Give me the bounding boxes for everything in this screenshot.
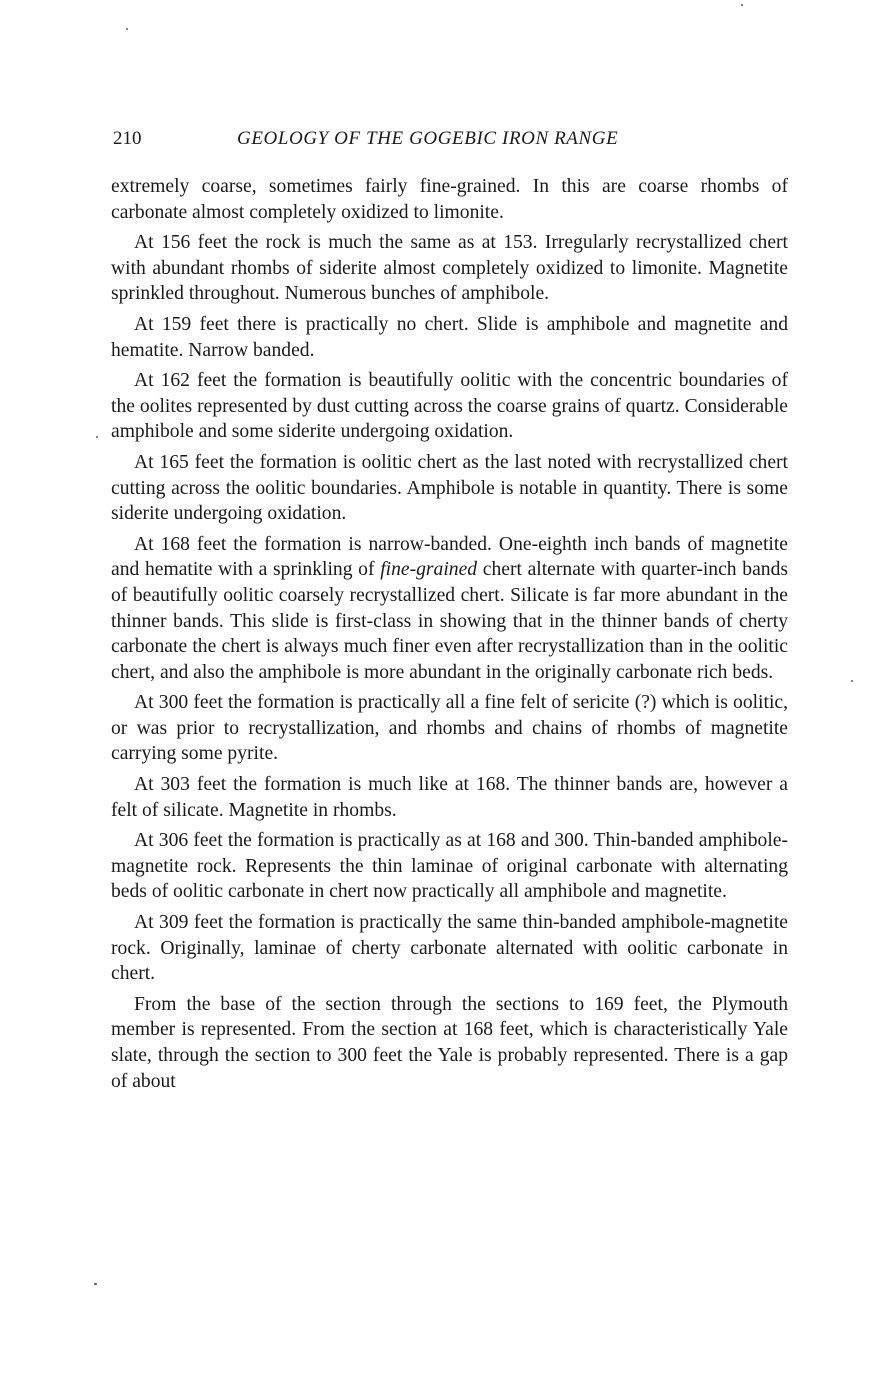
print-speck — [94, 1283, 97, 1285]
paragraph-168-italic-term: fine-grained — [380, 559, 478, 581]
print-speck — [741, 4, 743, 6]
paragraph-165-feet: At 165 feet the formation is oolitic chert as the last noted with recrystallized chert cutting across the oolitic boundaries. Amphibole is notable in quantity. There is some siderite undergoing oxidation. — [111, 451, 788, 525]
paragraph-168-text-after: chert alternate with quarter-inch bands of beautifully oolitic coarsely recrystallized chert. Silicate is far more abundant in the thinner bands. This slide is first-class in showing that in the thinner bands of cherty carbonate the chert is always much finer even after recrystallization than in the oolitic chert, and also the amphibole is more abundant in the originally carbonate rich beds. — [111, 559, 788, 683]
paragraph-309-feet: At 309 feet the formation is practically the same thin-banded amphibole-magnetite rock. Originally, laminae of cherty carbonate alternated with oolitic carbonate in chert. — [111, 912, 788, 985]
print-speck — [851, 680, 853, 682]
print-speck — [126, 28, 128, 30]
paragraph-306-feet: At 306 feet the formation is practically as at 168 and 300. Thin-banded amphibole-magnetite rock. Represents the thin laminae of original carbonate with alternating beds of oolitic carbonate in chert now practically all amphibole and magnetite. — [111, 830, 788, 903]
paragraph-168-feet — [111, 532, 788, 686]
paragraph-303-feet: At 303 feet the formation is much like at 168. The thinner bands are, however a felt of silicate. Magnetite in rhombs. — [111, 774, 788, 821]
paragraph-168-text-before: At 168 feet the formation is narrow-banded. One-eighth inch bands of magnetite and hematite with a sprinkling of — [111, 533, 788, 581]
print-speck — [96, 436, 98, 438]
paragraph-156-feet: At 156 feet the rock is much the same as at 153. Irregularly recrystallized chert with abundant rhombs of siderite almost completely oxidized to limonite. Magnetite sprinkled throughout. Numerous bunches of amphibole. — [111, 232, 788, 305]
page-number: 210 — [113, 128, 142, 149]
paragraph-300-feet: At 300 feet the formation is practically all a fine felt of sericite (?) which is oolitic, or was prior to recrystallization, and rhombs and chains of rhombs of magnetite carrying some pyrite. — [111, 692, 788, 765]
paragraph-continued: extremely coarse, sometimes fairly fine-grained. In this are coarse rhombs of carbonate almost completely oxidized to limonite. — [111, 176, 788, 223]
running-title: GEOLOGY OF THE GOGEBIC IRON RANGE — [237, 128, 619, 149]
paragraph-162-feet: At 162 feet the formation is beautifully oolitic with the concentric boundaries of the oolites represented by dust cutting across the coarse grains of quartz. Considerable amphibole and some siderite undergoing oxidation. — [111, 370, 788, 443]
paragraph-159-feet: At 159 feet there is practically no chert. Slide is amphibole and magnetite and hematite. Narrow banded. — [111, 313, 788, 361]
body-text — [111, 174, 788, 1099]
paragraph-section-summary: From the base of the section through the sections to 169 feet, the Plymouth member is represented. From the section at 168 feet, which is characteristically Yale slate, through the section to 300 feet the Yale is probably represented. There is a gap of about — [111, 993, 788, 1092]
running-head — [113, 128, 673, 154]
